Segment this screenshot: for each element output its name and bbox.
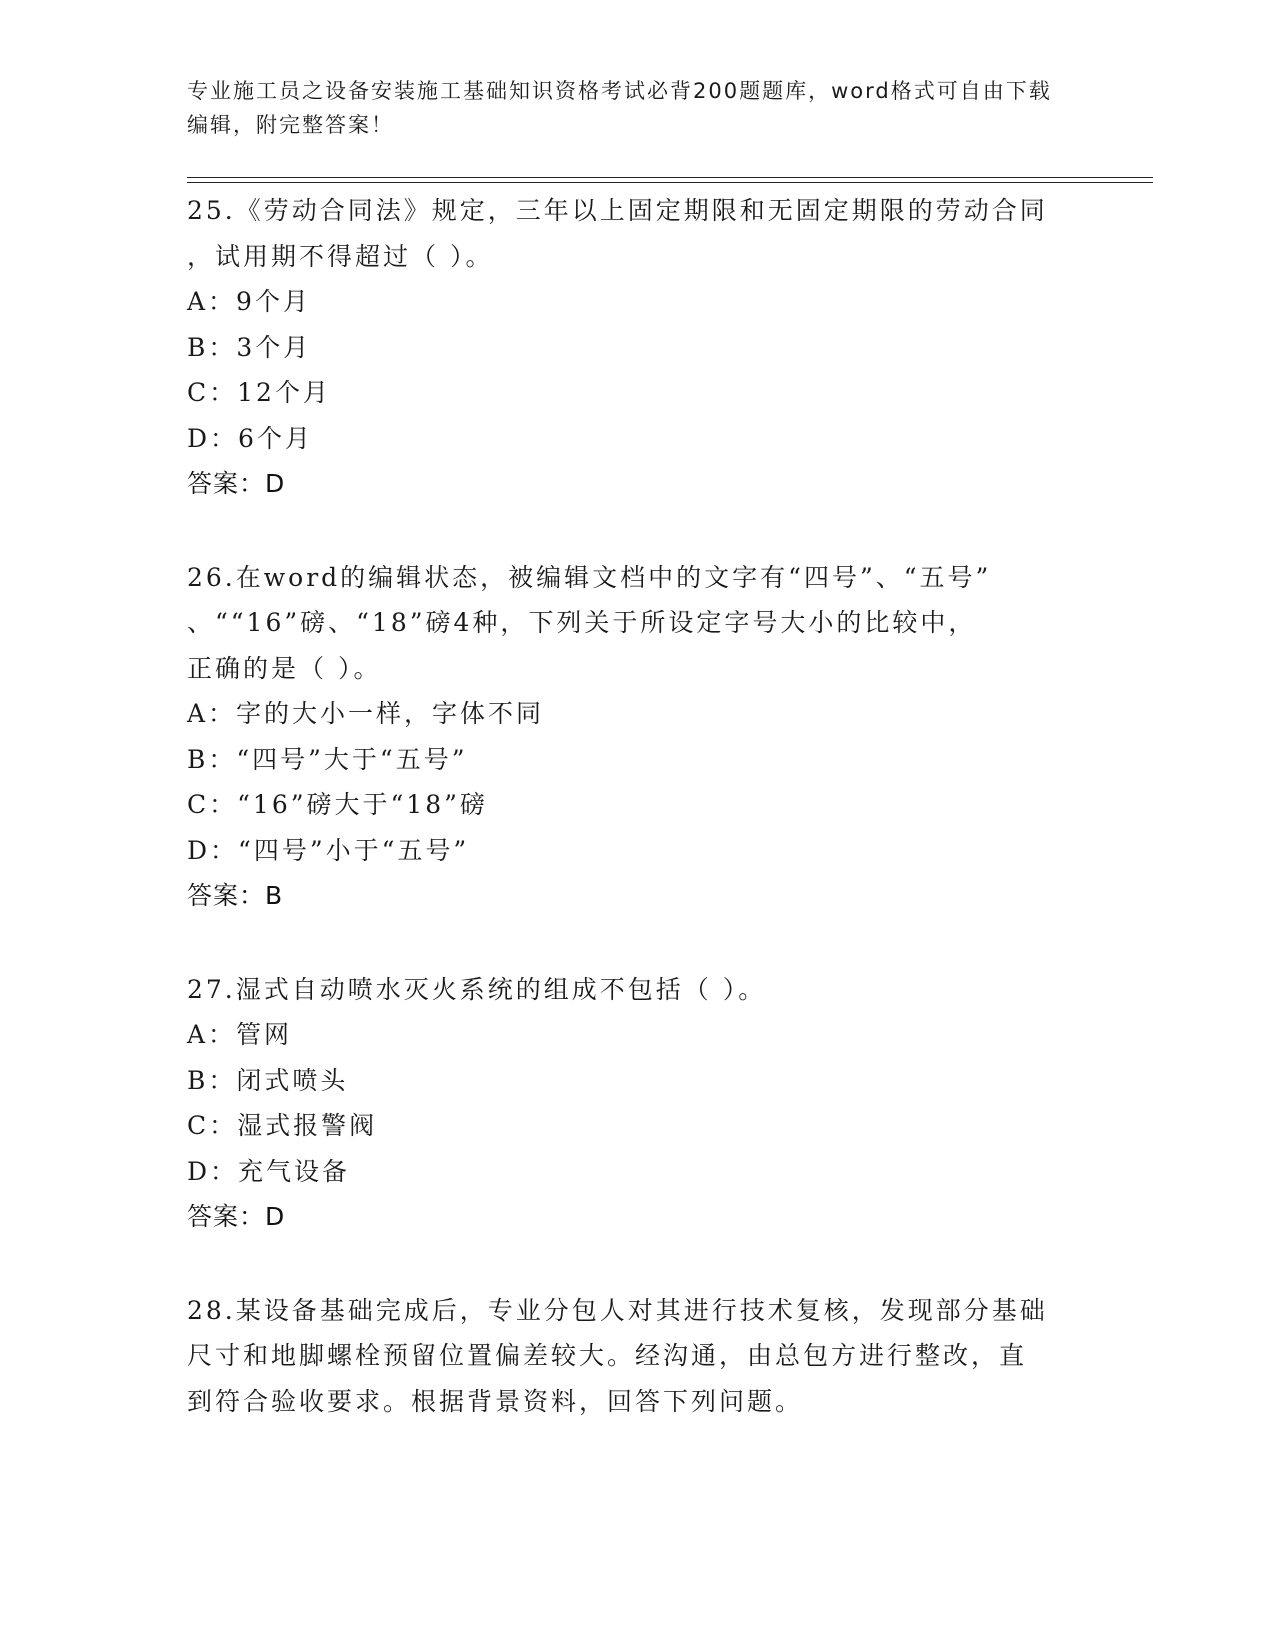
- answer-label: 答案：D: [187, 469, 286, 498]
- question-stem-line: 27.湿式自动喷水灭火系统的组成不包括（ ）。: [187, 974, 767, 1004]
- option-b: B：“四号”大于“五号”: [187, 744, 468, 774]
- option-c: C：“16”磅大于“18”磅: [187, 790, 488, 819]
- question-stem-line: 尺寸和地脚螺栓预留位置偏差较大。经沟通，由总包方进行整改，直: [187, 1341, 1028, 1370]
- question-stem-line: 28.某设备基础完成后，专业分包人对其进行技术复核，发现部分基础: [187, 1295, 1048, 1325]
- answer-label: 答案：B: [187, 881, 284, 910]
- answer-label: 答案：D: [187, 1202, 286, 1231]
- option-c: C：12个月: [187, 378, 331, 407]
- option-d: D：“四号”小于“五号”: [187, 835, 470, 865]
- question-27: [187, 967, 1087, 1240]
- header-divider-secondary: [187, 182, 1153, 183]
- option-a: A：9个月: [187, 287, 311, 316]
- question-26: [187, 555, 1087, 919]
- question-stem-line: 到符合验收要求。根据背景资料，回答下列问题。: [187, 1386, 804, 1416]
- header-divider: [187, 177, 1153, 178]
- option-b: B：闭式喷头: [187, 1065, 349, 1095]
- question-25: [187, 188, 1087, 507]
- option-b: B：3个月: [187, 332, 312, 362]
- question-28: [187, 1288, 1087, 1425]
- question-stem-line: 、““16”磅、“18”磅4种，下列关于所设定字号大小的比较中，: [187, 608, 977, 637]
- option-c: C：湿式报警阀: [187, 1111, 378, 1140]
- question-stem-line: 26.在word的编辑状态，被编辑文档中的文字有“四号”、“五号”: [187, 562, 992, 592]
- option-a: A：管网: [187, 1020, 293, 1049]
- question-stem-line: 25.《劳动合同法》规定，三年以上固定期限和无固定期限的劳动合同: [187, 196, 1048, 225]
- question-list: [187, 188, 1087, 1472]
- option-d: D：6个月: [187, 423, 313, 453]
- header-title: 专业施工员之设备安装施工基础知识资格考试必背200题题库，word格式可自由下载编辑，附完整答案！: [187, 79, 1052, 137]
- question-stem-line: ，试用期不得超过（ ）。: [187, 241, 494, 271]
- question-stem-line: 正确的是（ ）。: [187, 653, 382, 683]
- option-a: A：字的大小一样，字体不同: [187, 699, 545, 728]
- document-header: [187, 74, 1067, 142]
- option-d: D：充气设备: [187, 1156, 351, 1186]
